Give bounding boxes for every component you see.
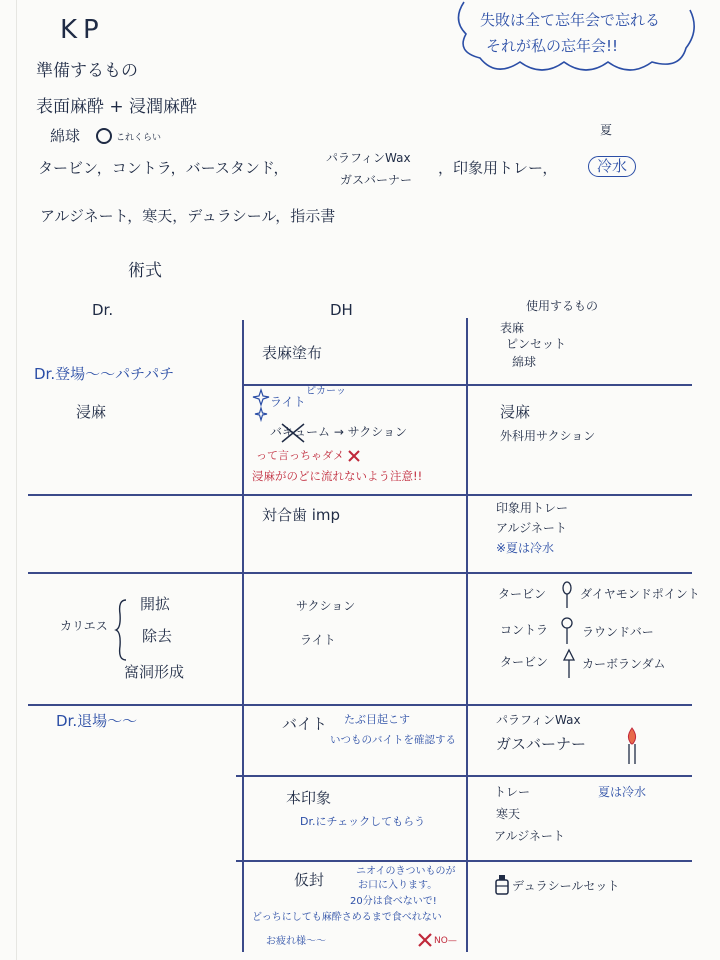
row-divider — [236, 775, 692, 777]
carborundum-point-icon — [562, 648, 576, 680]
dh-task-light: ライト — [300, 633, 336, 647]
tool-handpiece-contra: コントラ — [500, 623, 549, 637]
dh-seal-note-5: お疲れ様〜〜 — [266, 936, 326, 947]
item-surgical-suction: 外科用サクション — [500, 429, 596, 443]
dh-warning-1: って言っちゃダメ — [256, 449, 344, 462]
table-divider-right — [466, 318, 468, 952]
item-alginate-2: アルジネート — [494, 829, 565, 843]
cotton-ball-icon — [94, 126, 114, 146]
row-divider — [236, 860, 692, 862]
dr-step-opening: 開拡 — [140, 595, 171, 613]
items-line1: タービン，コントラ，バースタンド， — [38, 159, 289, 177]
page-edge-line — [16, 0, 17, 960]
row-divider — [28, 572, 692, 574]
item-tray: トレー — [494, 785, 531, 799]
tool-bur-round: ラウンドバー — [582, 625, 654, 639]
column-header-dr: Dr. — [92, 301, 114, 319]
dh-warning-2: 浸麻がのどに流れないよう注意!! — [252, 469, 423, 483]
tool-bur-diamond: ダイヤモンドポイント — [580, 587, 700, 601]
dh-light-sfx: ピカーッ — [306, 386, 346, 397]
dh-check-note: Dr.にチェックしてもらう — [300, 815, 426, 828]
dh-bite-note-2: いつものバイトを確認する — [330, 734, 456, 746]
brace-icon — [114, 598, 128, 662]
column-header-items: 使用するもの — [526, 299, 599, 313]
prepare-heading: 準備するもの — [36, 61, 138, 81]
items-gas-burner: ガスバーナー — [340, 173, 413, 187]
cross-out-mark — [280, 422, 306, 444]
tool-handpiece-turbine: タービン — [498, 587, 547, 601]
dr-caries-label: カリエス — [60, 619, 108, 633]
item-infiltration: 浸麻 — [500, 403, 531, 421]
item-cotton: 綿球 — [512, 355, 537, 369]
dh-vacuum-suction: バキューム → サクション — [270, 425, 407, 439]
items-line2: アルジネート，寒天，デュラシール，指示書 — [40, 207, 336, 225]
anesthesia-line: 表面麻酔 + 浸潤麻酔 — [36, 97, 198, 117]
row-divider — [28, 494, 692, 496]
column-header-dh: DH — [330, 301, 353, 319]
item-paraffin-wax: パラフィンWax — [496, 713, 581, 727]
cold-water-badge: 冷水 — [588, 156, 636, 177]
tool-bur-carborundum: カーボランダム — [582, 657, 666, 671]
procedure-heading: 術式 — [128, 261, 162, 281]
table-divider-left — [242, 320, 244, 952]
dh-bite-note-1: たぶ目起こす — [344, 713, 410, 726]
dh-task-temporary-seal: 仮封 — [294, 871, 325, 889]
page-title: KP — [60, 15, 105, 45]
dh-seal-note-1: ニオイのきついものが — [356, 866, 456, 877]
dr-enter-note: Dr.登場〜〜パチパチ — [34, 365, 175, 383]
cotton-note: 綿球 — [50, 127, 81, 145]
gas-burner-icon — [624, 726, 640, 766]
item-gas-burner: ガスバーナー — [496, 735, 587, 753]
diamond-point-icon — [560, 580, 574, 610]
dh-light-note: ライト — [270, 395, 306, 409]
dh-seal-note-4: どっちにしても麻酔さめるまで食べれない — [252, 912, 442, 923]
item-summer-cold-note: 夏は冷水 — [598, 785, 647, 799]
dh-task-suction: サクション — [296, 599, 356, 613]
dr-step-removal: 除去 — [142, 627, 173, 645]
cotton-size-note: これくらい — [116, 133, 162, 143]
dr-exit-note: Dr.退場〜〜 — [56, 712, 138, 730]
row-divider — [28, 704, 692, 706]
dh-task-bite: バイト — [282, 715, 328, 733]
summer-mark: 夏 — [600, 123, 613, 137]
item-tweezers: ピンセット — [506, 337, 567, 351]
items-tray: ，印象用トレー， — [438, 159, 558, 177]
item-cold-water-note: ※夏は冷水 — [496, 541, 555, 555]
round-bur-icon — [560, 616, 574, 646]
item-topical: 表麻 — [500, 321, 525, 335]
item-alginate: アルジネート — [496, 521, 567, 535]
sparkle-icon — [252, 388, 270, 424]
dh-seal-note-2: お口に入ります。 — [358, 880, 438, 891]
dh-task-final-impression: 本印象 — [286, 789, 332, 807]
dh-task-opposing-impression: 対合歯 imp — [262, 506, 341, 524]
item-duraseal-set: デュラシールセット — [512, 879, 620, 893]
red-x-icon — [348, 450, 360, 462]
dr-task-infiltration: 浸麻 — [76, 403, 107, 421]
cloud-note-line1: 失敗は全て忘年会で忘れる — [480, 11, 661, 29]
items-paraffin: パラフィンWax — [326, 151, 411, 165]
duraseal-bottle-icon — [494, 874, 510, 896]
red-x-icon — [418, 933, 432, 947]
dh-seal-no-note: NO— — [434, 936, 457, 946]
cloud-note-line2: それが私の忘年会!! — [486, 37, 619, 55]
item-impression-tray: 印象用トレー — [496, 501, 569, 515]
item-agar: 寒天 — [496, 807, 521, 821]
dh-task-topical: 表麻塗布 — [262, 344, 323, 362]
dh-seal-note-3: 20分は食べないで! — [350, 896, 437, 907]
tool-handpiece-turbine-2: タービン — [500, 655, 549, 669]
dr-step-cavity-prep: 窩洞形成 — [124, 663, 185, 681]
